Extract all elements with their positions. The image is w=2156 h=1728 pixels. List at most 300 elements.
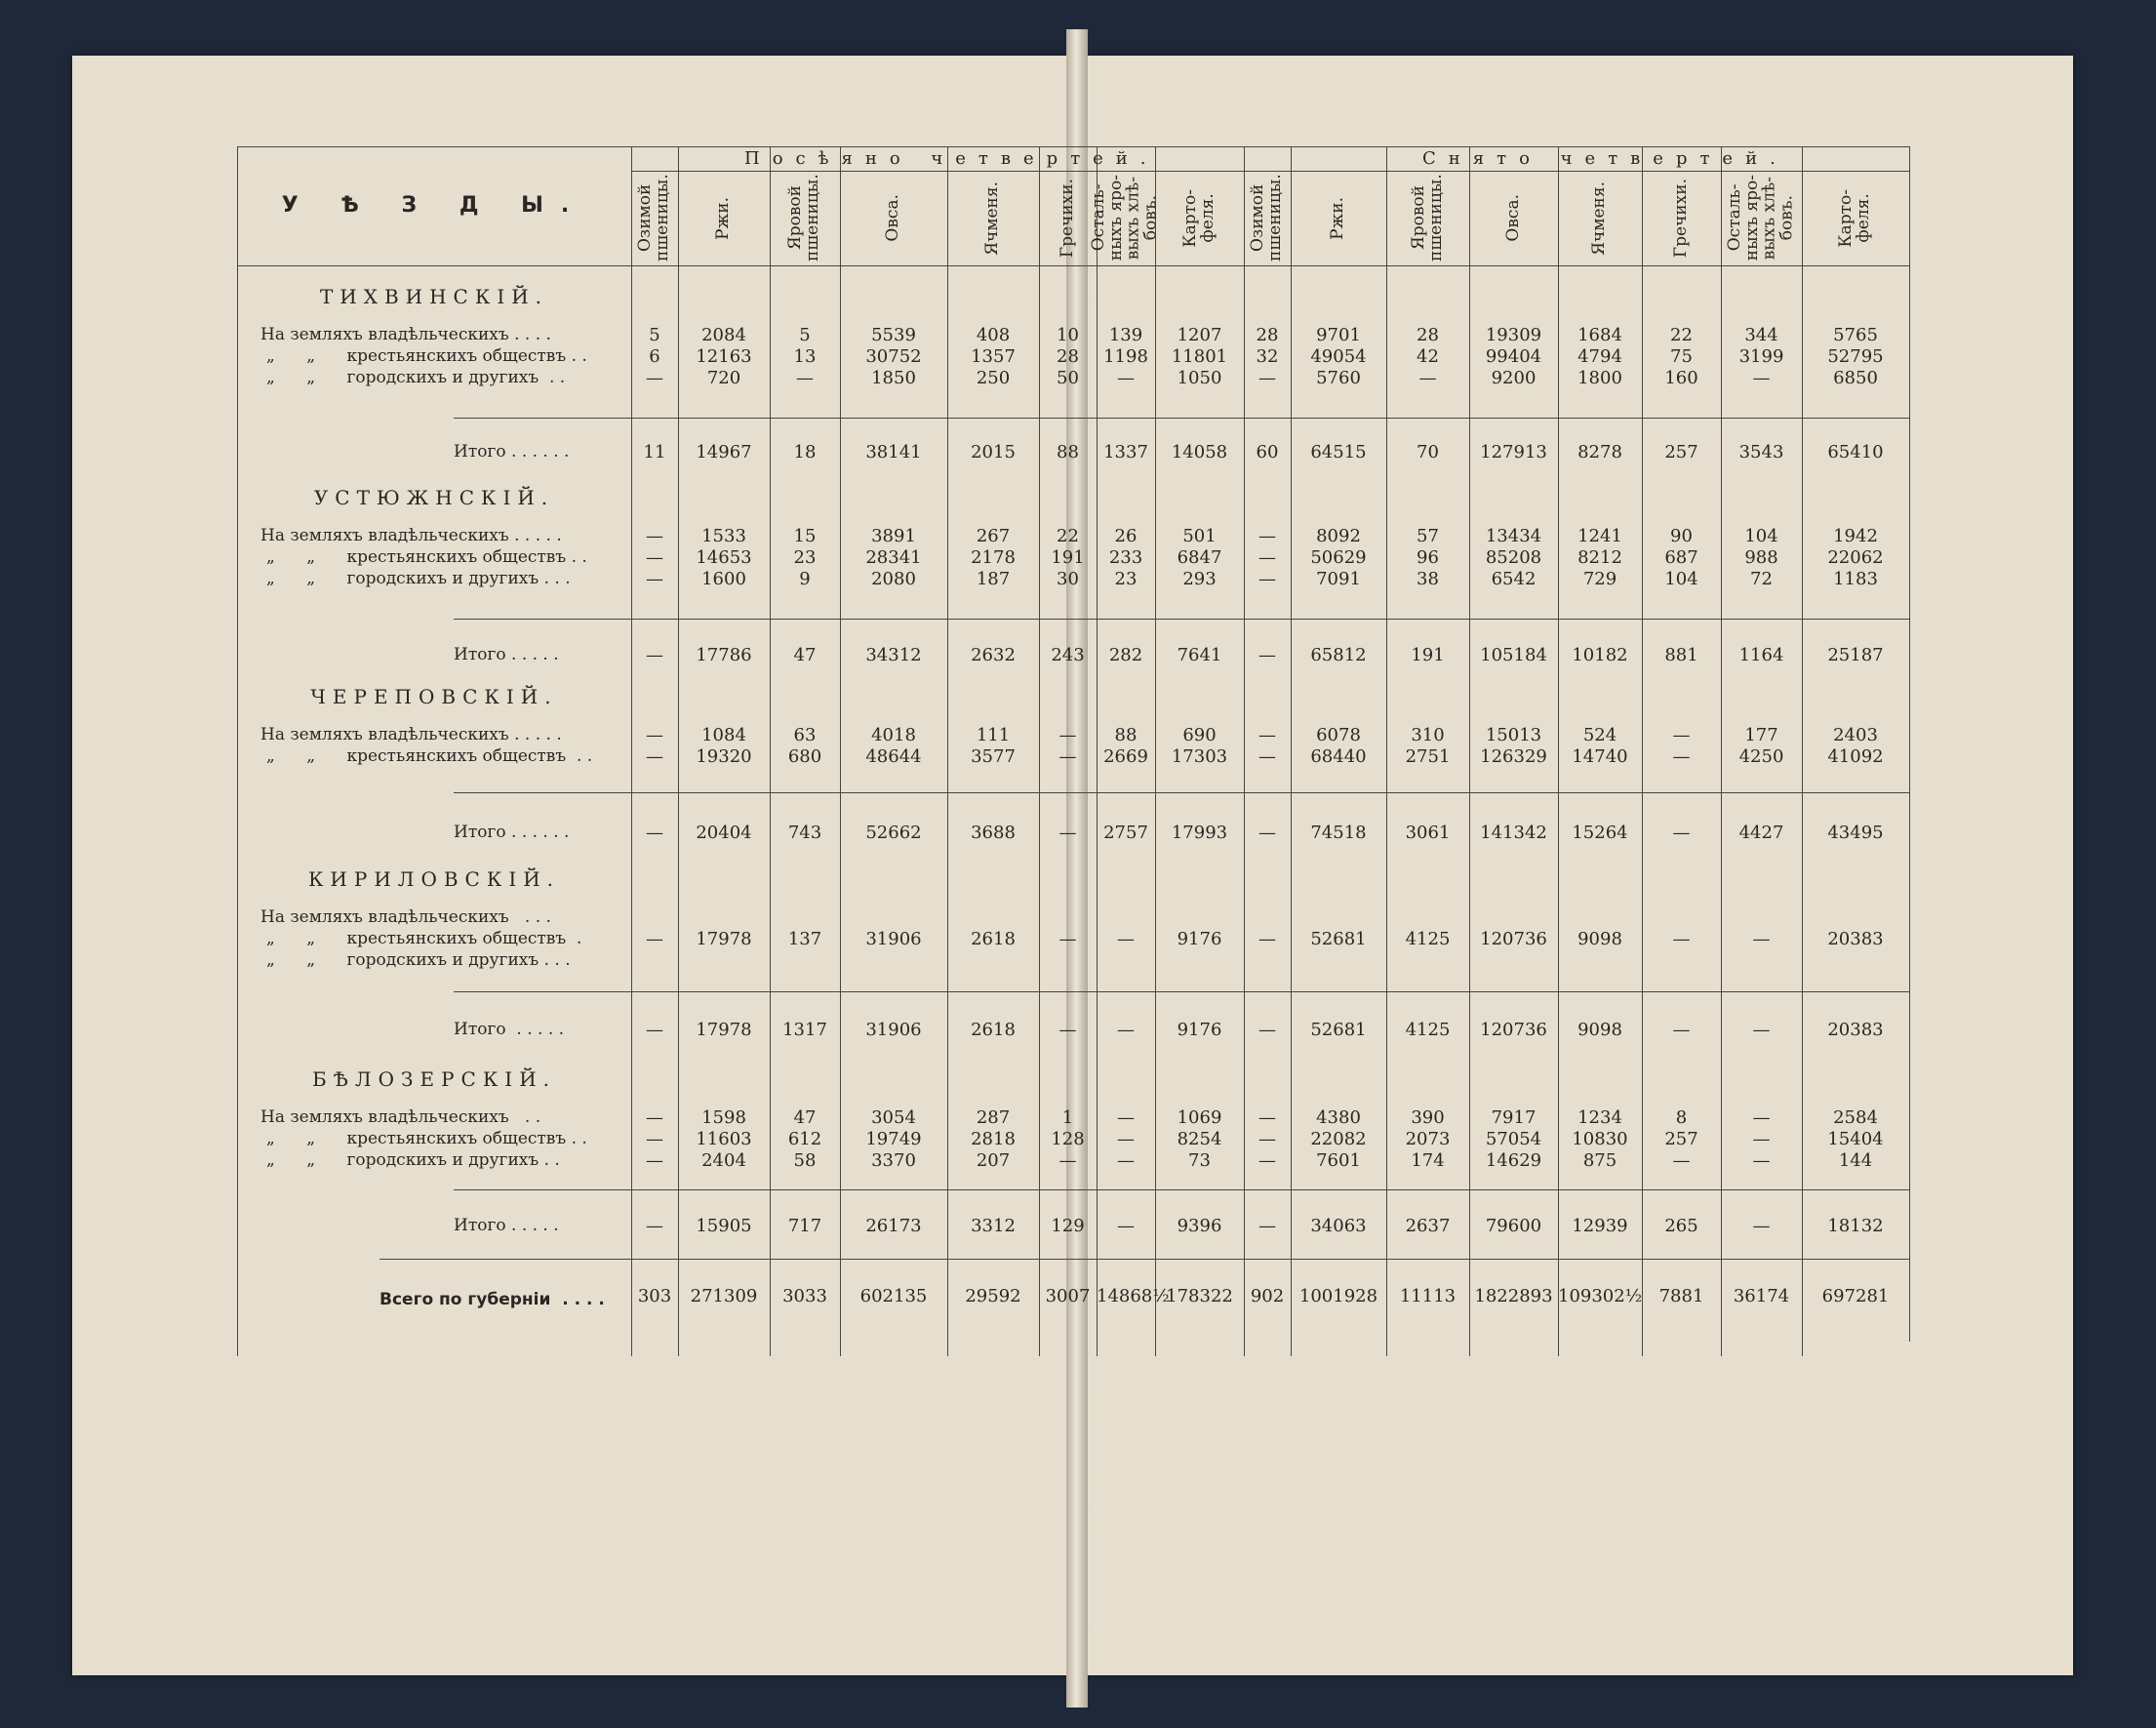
column-header-text: Озимой пшеницы. <box>635 174 672 262</box>
column-header-text: Ржи. <box>713 196 734 240</box>
table-cell: 267 <box>976 526 1011 546</box>
column-header-text: Осталь- ныхъ яро- выхъ хлѣ- бовъ. <box>1724 175 1797 261</box>
column-header <box>1721 172 1802 264</box>
table-cell: 17978 <box>696 1020 752 1040</box>
table-cell: 50 <box>1057 368 1079 388</box>
column-header-text: Озимой пшеницы. <box>1248 174 1285 262</box>
table-cell: — <box>646 746 663 767</box>
table-cell: 4250 <box>1738 746 1784 767</box>
column-header <box>1802 172 1909 264</box>
row-label: На земляхъ владѣльческихъ . . . . . <box>260 725 562 744</box>
table-cell: 126329 <box>1480 746 1547 767</box>
total-label: Итого . . . . . . <box>454 823 570 842</box>
table-cell: 303 <box>637 1286 672 1306</box>
table-cell: — <box>646 725 663 745</box>
table-cell: 4125 <box>1405 929 1451 949</box>
column-header <box>840 172 947 264</box>
table-cell: 34063 <box>1310 1216 1367 1236</box>
table-cell: 28 <box>1256 325 1279 345</box>
table-cell: 310 <box>1411 725 1445 745</box>
table-cell: 287 <box>976 1107 1011 1128</box>
table-cell: 11 <box>643 442 666 462</box>
table-cell: 680 <box>787 746 822 767</box>
row-label: „ „ крестьянскихъ обществъ . . <box>266 547 587 567</box>
table-cell: 602135 <box>859 1286 928 1306</box>
table-cell: 243 <box>1051 645 1085 665</box>
table-cell: 178322 <box>1166 1286 1233 1306</box>
table-cell: 1337 <box>1103 442 1148 462</box>
table-cell: 282 <box>1108 645 1143 665</box>
table-cell: 4018 <box>871 725 916 745</box>
column-header-text: Гречихи. <box>1057 178 1077 259</box>
table-cell: 3543 <box>1738 442 1784 462</box>
table-cell: 72 <box>1750 569 1773 589</box>
table-cell: 3891 <box>871 526 916 546</box>
table-cell: 1001928 <box>1298 1286 1378 1306</box>
district-name: БѢЛОЗЕРСКІЙ. <box>311 1067 556 1091</box>
table-cell: — <box>1258 823 1276 843</box>
column-header <box>1155 172 1244 264</box>
table-cell: 3054 <box>871 1107 916 1128</box>
table-cell: 612 <box>787 1129 822 1149</box>
table-cell: — <box>1058 725 1077 745</box>
table-cell: 14058 <box>1171 442 1228 462</box>
table-cell: 1684 <box>1577 325 1622 345</box>
grand-total-label: Всего по губерніи . . . . <box>379 1290 605 1309</box>
table-cell: 23 <box>1114 569 1138 589</box>
table-cell: — <box>1672 1020 1691 1040</box>
total-label: Итого . . . . . <box>454 1216 559 1235</box>
table-cell: 48644 <box>865 746 922 767</box>
table-cell: 14653 <box>696 547 752 568</box>
table-cell: — <box>1752 1216 1771 1236</box>
table-cell: 1241 <box>1577 526 1622 546</box>
table-cell: — <box>1258 725 1276 745</box>
table-cell: 32 <box>1256 346 1279 367</box>
table-cell: 52681 <box>1310 1020 1367 1040</box>
table-cell: 120736 <box>1480 929 1547 949</box>
table-cell: — <box>646 1107 663 1128</box>
table-cell: 104 <box>1744 526 1778 546</box>
table-cell: — <box>1117 1020 1135 1040</box>
table-cell: 3199 <box>1738 346 1784 367</box>
table-cell: 1317 <box>782 1020 827 1040</box>
table-cell: — <box>646 547 663 568</box>
table-cell: 17786 <box>696 645 752 665</box>
table-cell: 60 <box>1256 442 1279 462</box>
table-cell: 15 <box>793 526 817 546</box>
table-cell: 26 <box>1114 526 1138 546</box>
table-cell: 408 <box>976 325 1011 345</box>
table-cell: 22082 <box>1310 1129 1367 1149</box>
table-cell: 2403 <box>1833 725 1878 745</box>
table-cell: 3370 <box>871 1150 916 1171</box>
table-cell: 109302½ <box>1558 1286 1643 1306</box>
table-cell: 90 <box>1670 526 1693 546</box>
column-header-text: Ржи. <box>1328 196 1348 240</box>
table-cell: 257 <box>1664 1129 1698 1149</box>
table-cell: 127913 <box>1480 442 1547 462</box>
table-cell: — <box>1058 1150 1077 1171</box>
table-cell: 6847 <box>1177 547 1222 568</box>
table-cell: 104 <box>1664 569 1698 589</box>
table-cell: 52681 <box>1310 929 1367 949</box>
table-cell: 13434 <box>1485 526 1542 546</box>
table-cell: 64515 <box>1310 442 1367 462</box>
table-cell: 2751 <box>1405 746 1451 767</box>
table-cell: 250 <box>976 368 1011 388</box>
table-cell: 20383 <box>1827 1020 1884 1040</box>
table-cell: 42 <box>1417 346 1439 367</box>
table-cell: 22 <box>1670 325 1693 345</box>
table-cell: 717 <box>787 1216 822 1236</box>
table-cell: 28 <box>1057 346 1079 367</box>
table-cell: — <box>1752 1020 1771 1040</box>
table-cell: 30 <box>1057 569 1079 589</box>
table-cell: 137 <box>787 929 822 949</box>
table-cell: 1198 <box>1103 346 1148 367</box>
table-cell: 19320 <box>696 746 752 767</box>
table-cell: 4427 <box>1738 823 1784 843</box>
total-rule <box>454 991 1909 992</box>
table-cell: 5 <box>649 325 660 345</box>
table-cell: 8092 <box>1316 526 1361 546</box>
table-cell: — <box>1752 1150 1771 1171</box>
table-cell: 10182 <box>1572 645 1628 665</box>
district-name: УСТЮЖНСКІЙ. <box>313 486 555 509</box>
table-cell: 58 <box>793 1150 817 1171</box>
table-cell: 2178 <box>971 547 1016 568</box>
table-cell: 1234 <box>1577 1107 1622 1128</box>
column-header <box>631 172 678 264</box>
row-label: „ „ крестьянскихъ обществъ . . <box>266 346 587 366</box>
table-cell: 2757 <box>1103 823 1148 843</box>
table-cell: — <box>1117 1107 1135 1128</box>
table-cell: 73 <box>1188 1150 1211 1171</box>
table-cell: — <box>646 823 663 843</box>
table-cell: 29592 <box>965 1286 1021 1306</box>
table-cell: — <box>796 368 814 388</box>
table-cell: 18132 <box>1827 1216 1884 1236</box>
table-cell: 344 <box>1744 325 1778 345</box>
table-cell: 902 <box>1250 1286 1285 1306</box>
table-cell: 9701 <box>1316 325 1361 345</box>
table-cell: 49054 <box>1310 346 1367 367</box>
table-cell: 6542 <box>1491 569 1537 589</box>
table-cell: 70 <box>1417 442 1439 462</box>
table-cell: 1164 <box>1738 645 1784 665</box>
table-cell: 11801 <box>1171 346 1228 367</box>
table-cell: — <box>1258 1020 1276 1040</box>
table-cell: 28341 <box>865 547 922 568</box>
table-cell: 390 <box>1411 1107 1445 1128</box>
table-cell: 3033 <box>782 1286 827 1306</box>
table-cell: 17303 <box>1171 746 1228 767</box>
table-cell: 12163 <box>696 346 752 367</box>
table-cell: 20404 <box>696 823 752 843</box>
table-cell: — <box>646 368 663 388</box>
column-header-text: Карто- феля. <box>1836 188 1873 248</box>
table-cell: 22 <box>1057 526 1079 546</box>
table-cell: 36174 <box>1733 1286 1790 1306</box>
column-header-text: Ячменя. <box>1589 181 1610 256</box>
table-cell: — <box>1752 929 1771 949</box>
table-cell: — <box>646 1129 663 1149</box>
table-cell: 697281 <box>1821 1286 1890 1306</box>
column-header-text: Яровой пшеницы. <box>785 174 822 262</box>
table-cell: 9 <box>799 569 811 589</box>
table-cell: — <box>646 569 663 589</box>
table-cell: 2632 <box>971 645 1016 665</box>
table-cell: 8254 <box>1177 1129 1222 1149</box>
column-header <box>1291 172 1386 264</box>
table-cell: 687 <box>1664 547 1698 568</box>
column-header <box>1039 172 1097 264</box>
table-cell: 14629 <box>1485 1150 1542 1171</box>
column-header <box>770 172 840 264</box>
table-cell: 265 <box>1664 1216 1698 1236</box>
table-cell: 9098 <box>1577 1020 1622 1040</box>
table-cell: 3061 <box>1405 823 1451 843</box>
statistics-table <box>237 146 1915 1356</box>
table-cell: 18 <box>793 442 817 462</box>
table-cell: 10 <box>1057 325 1079 345</box>
table-cell: 7091 <box>1316 569 1361 589</box>
total-rule <box>454 1189 1909 1190</box>
table-cell: 501 <box>1182 526 1217 546</box>
table-cell: — <box>1258 929 1276 949</box>
table-cell: 1 <box>1061 1107 1074 1128</box>
table-cell: 47 <box>793 1107 817 1128</box>
table-cell: 9176 <box>1177 1020 1222 1040</box>
table-cell: 4380 <box>1316 1107 1361 1128</box>
table-cell: 3007 <box>1045 1286 1091 1306</box>
table-cell: 271309 <box>690 1286 758 1306</box>
table-cell: — <box>1117 929 1135 949</box>
total-rule <box>454 792 1909 793</box>
table-cell: 233 <box>1108 547 1143 568</box>
table-cell: 34312 <box>865 645 922 665</box>
table-cell: 75 <box>1670 346 1693 367</box>
table-cell: 2084 <box>701 325 746 345</box>
table-cell: — <box>1752 1107 1771 1128</box>
table-cell: 144 <box>1838 1150 1873 1171</box>
sown-group-title: Посѣяно четвертей. <box>744 148 1159 169</box>
table-cell: 2584 <box>1833 1107 1878 1128</box>
table-cell: 23 <box>793 547 817 568</box>
table-cell: — <box>1672 746 1691 767</box>
table-cell: 1822893 <box>1474 1286 1553 1306</box>
row-label: На земляхъ владѣльческихъ . . . <box>260 907 551 927</box>
table-cell: 47 <box>793 645 817 665</box>
table-cell: 875 <box>1582 1150 1617 1171</box>
table-cell: — <box>646 645 663 665</box>
table-top-rule <box>237 146 1909 147</box>
table-cell: 1598 <box>701 1107 746 1128</box>
table-cell: 2080 <box>871 569 916 589</box>
district-name: ЧЕРЕПОВСКІЙ. <box>310 685 558 708</box>
table-cell: 28 <box>1417 325 1439 345</box>
row-label: На земляхъ владѣльческихъ . . <box>260 1107 541 1127</box>
table-cell: 257 <box>1664 442 1698 462</box>
table-cell: 20383 <box>1827 929 1884 949</box>
table-cell: 11113 <box>1399 1286 1457 1306</box>
table-cell: 22062 <box>1827 547 1884 568</box>
table-cell: 2073 <box>1405 1129 1451 1149</box>
table-cell: 1069 <box>1177 1107 1222 1128</box>
total-rule <box>454 418 1909 419</box>
table-cell: 1084 <box>701 725 746 745</box>
table-cell: 3577 <box>971 746 1016 767</box>
table-cell: 729 <box>1582 569 1617 589</box>
table-cell: 4794 <box>1577 346 1622 367</box>
table-cell: 141342 <box>1480 823 1547 843</box>
table-cell: 13 <box>793 346 817 367</box>
column-header-text: Осталь- ныхъ яро- выхъ хлѣ- бовъ. <box>1089 175 1161 261</box>
table-cell: 3688 <box>971 823 1016 843</box>
table-cell: 174 <box>1411 1150 1445 1171</box>
column-header <box>1469 172 1558 264</box>
table-cell: 2669 <box>1103 746 1148 767</box>
table-cell: 8 <box>1675 1107 1688 1128</box>
table-cell: 105184 <box>1480 645 1547 665</box>
district-name: КИРИЛОВСКІЙ. <box>307 867 561 891</box>
table-cell: 85208 <box>1485 547 1542 568</box>
table-cell: 43495 <box>1827 823 1884 843</box>
table-cell: 128 <box>1051 1129 1085 1149</box>
table-cell: 6850 <box>1833 368 1878 388</box>
table-cell: 111 <box>976 725 1011 745</box>
total-label: Итого . . . . . <box>454 645 559 664</box>
table-cell: 5 <box>799 325 811 345</box>
grand-total-rule <box>379 1259 1909 1260</box>
table-cell: 52662 <box>865 823 922 843</box>
table-cell: 12939 <box>1572 1216 1628 1236</box>
column-header <box>1244 172 1291 264</box>
table-cell: 1183 <box>1833 569 1878 589</box>
table-cell: 68440 <box>1310 746 1367 767</box>
table-cell: — <box>646 526 663 546</box>
table-cell: 30752 <box>865 346 922 367</box>
total-label: Итого . . . . . <box>454 1020 565 1039</box>
table-cell: 5539 <box>871 325 916 345</box>
table-cell: 139 <box>1108 325 1143 345</box>
table-cell: 7917 <box>1491 1107 1537 1128</box>
table-cell: 19749 <box>865 1129 922 1149</box>
table-cell: 25187 <box>1827 645 1884 665</box>
row-label: „ „ городскихъ и другихъ . . . <box>266 950 571 970</box>
table-cell: 1800 <box>1577 368 1622 388</box>
district-name: ТИХВИНСКІЙ. <box>319 285 549 308</box>
table-cell: — <box>1058 929 1077 949</box>
table-cell: — <box>1258 1216 1276 1236</box>
table-cell: 2404 <box>701 1150 746 1171</box>
table-cell: 31906 <box>865 929 922 949</box>
table-cell: 19309 <box>1485 325 1542 345</box>
column-header <box>1089 172 1161 264</box>
table-cell: 74518 <box>1310 823 1367 843</box>
column-header-text: Гречихи. <box>1670 178 1691 259</box>
table-cell: 88 <box>1114 725 1138 745</box>
column-header-text: Овса. <box>883 194 903 242</box>
table-cell: 17978 <box>696 929 752 949</box>
table-cell: — <box>1117 1216 1135 1236</box>
table-cell: 1207 <box>1177 325 1222 345</box>
row-label: На земляхъ владѣльческихъ . . . . <box>260 325 551 344</box>
table-cell: 293 <box>1182 569 1217 589</box>
table-cell: 31906 <box>865 1020 922 1040</box>
table-cell: 191 <box>1411 645 1445 665</box>
table-cell: — <box>1117 1150 1135 1171</box>
table-cell: — <box>1058 1020 1077 1040</box>
table-cell: 11603 <box>696 1129 752 1149</box>
table-cell: 129 <box>1051 1216 1085 1236</box>
row-label: „ „ крестьянскихъ обществъ . <box>266 929 582 948</box>
table-cell: 57 <box>1417 526 1439 546</box>
table-cell: 15013 <box>1485 725 1542 745</box>
table-cell: 57054 <box>1485 1129 1542 1149</box>
row-label: „ „ городскихъ и другихъ . . <box>266 1150 560 1170</box>
table-cell: — <box>1752 368 1771 388</box>
table-cell: 1357 <box>971 346 1016 367</box>
column-header <box>947 172 1039 264</box>
table-cell: — <box>1258 1107 1276 1128</box>
table-cell: — <box>1672 725 1691 745</box>
table-cell: — <box>1258 746 1276 767</box>
table-cell: 3312 <box>971 1216 1016 1236</box>
table-cell: 9200 <box>1491 368 1537 388</box>
table-cell: 1600 <box>701 569 746 589</box>
table-cell: 14868½ <box>1097 1286 1170 1306</box>
table-cell: 63 <box>793 725 817 745</box>
table-cell: 7881 <box>1658 1286 1704 1306</box>
table-cell: 6 <box>649 346 660 367</box>
table-cell: 160 <box>1664 368 1698 388</box>
column-header-text: Ячменя. <box>982 181 1003 256</box>
table-cell: 207 <box>976 1150 1011 1171</box>
table-cell: — <box>1058 823 1077 843</box>
table-cell: 15264 <box>1572 823 1628 843</box>
column-header-text: Яровой пшеницы. <box>1408 174 1446 262</box>
table-cell: 50629 <box>1310 547 1367 568</box>
table-cell: — <box>1117 1129 1135 1149</box>
table-cell: 120736 <box>1480 1020 1547 1040</box>
table-cell: 26173 <box>865 1216 922 1236</box>
table-cell: — <box>646 1150 663 1171</box>
table-cell: 177 <box>1744 725 1778 745</box>
table-cell: 9098 <box>1577 929 1622 949</box>
column-divider <box>1909 146 1910 1342</box>
table-cell: 7601 <box>1316 1150 1361 1171</box>
table-cell: — <box>1258 547 1276 568</box>
table-cell: 187 <box>976 569 1011 589</box>
table-cell: — <box>1258 1129 1276 1149</box>
row-label: „ „ крестьянскихъ обществъ . . <box>266 746 593 766</box>
table-cell: 5765 <box>1833 325 1878 345</box>
column-header <box>1558 172 1642 264</box>
table-cell: — <box>1258 368 1276 388</box>
table-cell: 6078 <box>1316 725 1361 745</box>
table-cell: 88 <box>1057 442 1079 462</box>
table-cell: 5760 <box>1316 368 1361 388</box>
table-cell: 881 <box>1664 645 1698 665</box>
table-cell: 2818 <box>971 1129 1016 1149</box>
table-cell: 14967 <box>696 442 752 462</box>
row-label: На земляхъ владѣльческихъ . . . . . <box>260 526 562 545</box>
table-cell: 65812 <box>1310 645 1367 665</box>
table-cell: 65410 <box>1827 442 1884 462</box>
row-label: „ „ городскихъ и другихъ . . . <box>266 569 571 588</box>
